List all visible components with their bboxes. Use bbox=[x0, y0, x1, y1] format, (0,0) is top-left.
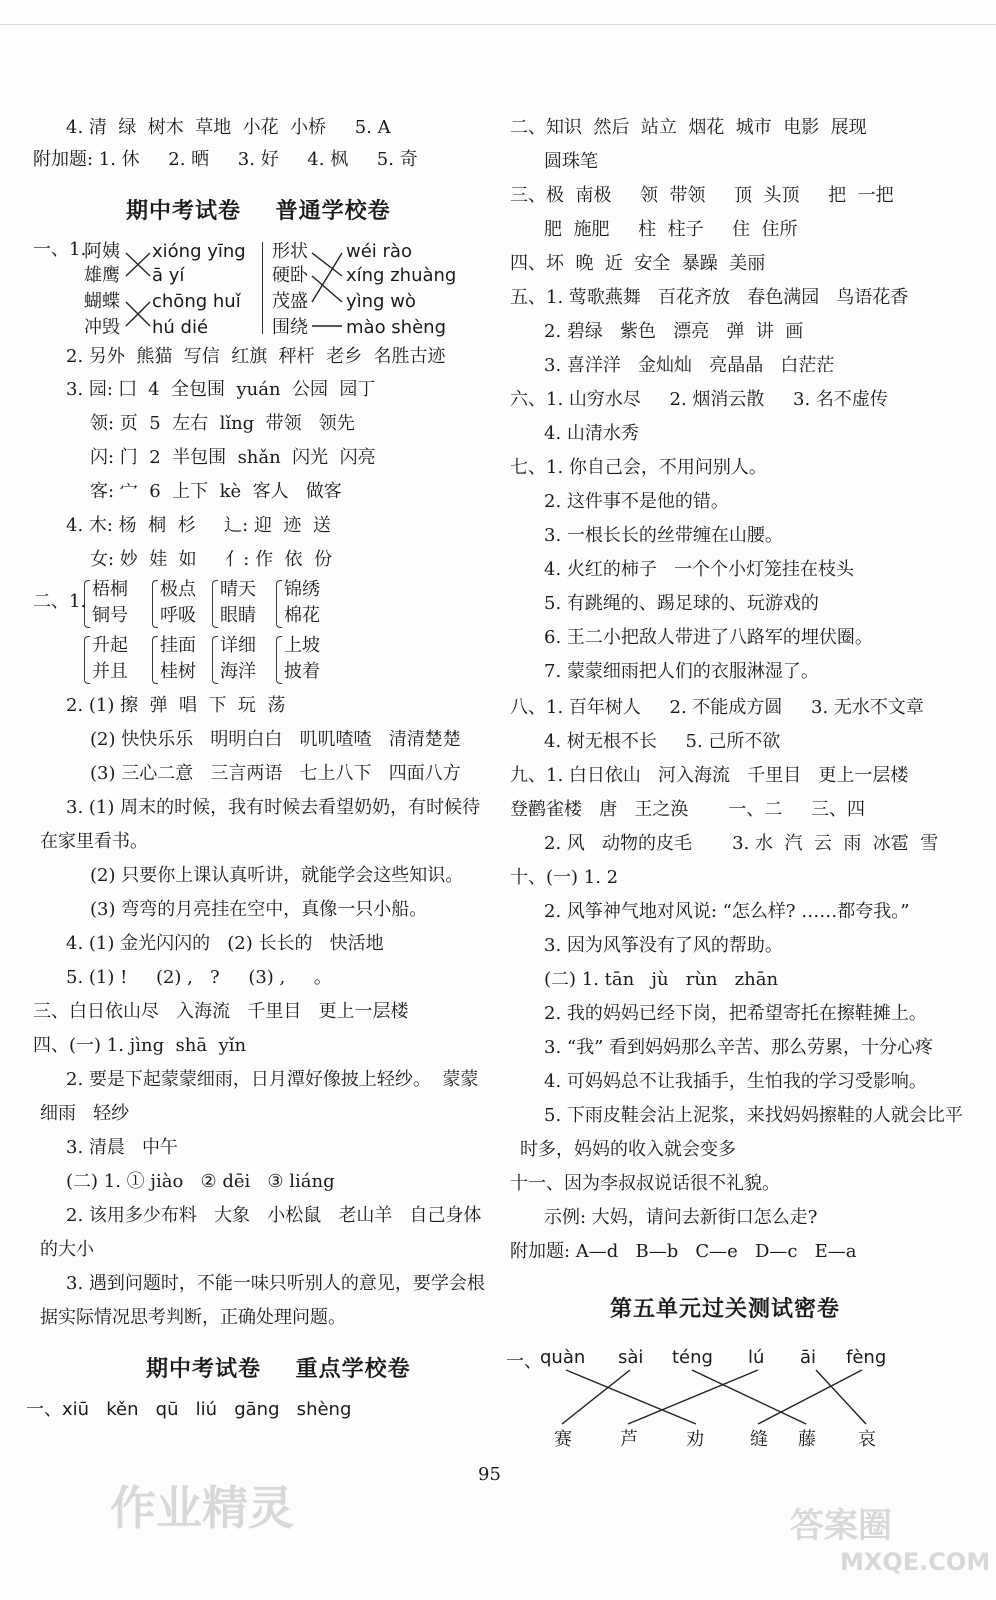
watermark: 答案圈 bbox=[790, 1506, 892, 1546]
answer-line: 圆珠笔 bbox=[544, 151, 598, 172]
answer-line: 4. 木: 杨 桐 杉 辶: 迎 迹 送 bbox=[66, 515, 331, 536]
answer-line: 六、1. 山穷水尽 2. 烟消云散 3. 名不虚传 bbox=[510, 389, 888, 410]
word: 上坡 bbox=[284, 635, 320, 656]
answer-line: 3. 喜洋洋 金灿灿 亮晶晶 白茫茫 bbox=[544, 355, 835, 376]
word: 披着 bbox=[284, 661, 320, 682]
answer-line: 3. 一根长长的丝带缠在山腰。 bbox=[544, 525, 783, 546]
answer-line: 2. 该用多少布料 大象 小松鼠 老山羊 自己身体 bbox=[66, 1205, 482, 1226]
answer-line: 肥 施肥 柱 柱子 住 住所 bbox=[544, 219, 798, 240]
answer-line: 4. 树无根不长 5. 己所不欲 bbox=[544, 731, 781, 752]
answer-line: 3. 因为风筝没有了风的帮助。 bbox=[544, 935, 783, 956]
pinyin: yìng wò bbox=[346, 291, 416, 312]
watermark: 作业精灵 bbox=[110, 1481, 294, 1535]
character: 芦 bbox=[620, 1429, 638, 1450]
answer-line: 四、坏 晚 近 安全 暴躁 美丽 bbox=[510, 253, 766, 274]
answer-line: 4. 清 绿 树木 草地 小花 小桥 5. A bbox=[66, 117, 391, 138]
word: 呼吸 bbox=[160, 605, 196, 626]
section-heading: 期中考试卷 重点学校卷 bbox=[146, 1357, 411, 1382]
answer-line: 一、xiū kěn qū liú gāng shèng bbox=[26, 1399, 352, 1420]
answer-line: 细雨 轻纱 bbox=[40, 1103, 130, 1124]
answer-line: 2. 风筝神气地对风说: “怎么样? ……都夸我。” bbox=[544, 901, 910, 922]
matching-lines bbox=[500, 1360, 920, 1440]
answer-line: 附加题: A—d B—b C—e D—c E—a bbox=[510, 1241, 857, 1262]
answer-line: 三、极 南极 领 带领 顶 头顶 把 一把 bbox=[510, 185, 894, 206]
word: 锦绣 bbox=[284, 579, 320, 600]
word: 详细 bbox=[220, 635, 256, 656]
word: 极点 bbox=[160, 579, 196, 600]
answer-line: 十一、因为李叔叔说话很不礼貌。 bbox=[510, 1173, 780, 1194]
answer-line: 女: 妙 娃 如 亻: 作 依 份 bbox=[90, 549, 332, 570]
answer-line: 2. 要是下起蒙蒙细雨，日月潭好像披上轻纱。 蒙蒙 bbox=[66, 1069, 479, 1090]
answer-line: 2. 我的妈妈已经下岗，把希望寄托在擦鞋摊上。 bbox=[544, 1003, 927, 1024]
answer-line: 7. 蒙蒙细雨把人们的衣服淋湿了。 bbox=[544, 661, 819, 682]
answer-line: 十、(一) 1. 2 bbox=[510, 867, 619, 888]
word: 阿姨 bbox=[84, 241, 120, 262]
pinyin: fèng bbox=[846, 1347, 887, 1368]
answer-line: 5. 下雨皮鞋会沾上泥浆，来找妈妈擦鞋的人就会比平 bbox=[544, 1105, 963, 1126]
answer-line: 2. 碧绿 紫色 漂亮 弹 讲 画 bbox=[544, 321, 804, 342]
section-heading: 期中考试卷 普通学校卷 bbox=[126, 199, 391, 224]
word: 蝴蝶 bbox=[84, 291, 120, 312]
answer-line: 2. 风 动物的皮毛 3. 水 汽 云 雨 冰雹 雪 bbox=[544, 833, 939, 854]
answer-line: 2. 这件事不是他的错。 bbox=[544, 491, 729, 512]
word: 冲毁 bbox=[84, 317, 120, 338]
answer-line: (2) 快快乐乐 明明白白 叽叽喳喳 清清楚楚 bbox=[90, 729, 461, 750]
character: 缝 bbox=[750, 1429, 768, 1450]
pinyin: xióng yīng bbox=[152, 241, 246, 262]
answer-line: 3. “我” 看到妈妈那么辛苦、那么劳累，十分心疼 bbox=[544, 1037, 934, 1058]
section-heading: 第五单元过关测试密卷 bbox=[610, 1297, 841, 1322]
pinyin: sài bbox=[618, 1347, 644, 1368]
answer-line: 八、1. 百年树人 2. 不能成方圆 3. 无水不文章 bbox=[510, 697, 924, 718]
answer-line: 3. (1) 周末的时候，我有时候去看望奶奶，有时候待 bbox=[66, 797, 481, 818]
answer-line: 4. (1) 金光闪闪的 (2) 长长的 快活地 bbox=[66, 933, 384, 954]
answer-line: (二) 1. ① jiào ② dēi ③ liáng bbox=[66, 1171, 335, 1192]
answer-line: 附加题: 1. 休 2. 晒 3. 好 4. 枫 5. 奇 bbox=[33, 149, 418, 170]
word: 升起 bbox=[92, 635, 128, 656]
word: 海洋 bbox=[220, 661, 256, 682]
word: 雄鹰 bbox=[84, 265, 120, 286]
answer-line: 的大小 bbox=[40, 1239, 94, 1260]
answer-line: 3. 清晨 中午 bbox=[66, 1137, 179, 1158]
answer-line: 2. (1) 擦 弹 唱 下 玩 荡 bbox=[66, 695, 286, 716]
answer-line: 据实际情况思考判断，正确处理问题。 bbox=[40, 1307, 346, 1328]
answer-line: (3) 三心二意 三言两语 七上八下 四面八方 bbox=[90, 763, 461, 784]
watermark: MXQE.COM bbox=[840, 1548, 991, 1576]
answer-line: 七、1. 你自己会，不用问别人。 bbox=[510, 457, 767, 478]
pinyin: ā yí bbox=[152, 265, 185, 286]
pinyin: hú dié bbox=[152, 317, 209, 338]
answer-line: (3) 弯弯的月亮挂在空中，真像一只小船。 bbox=[90, 899, 428, 920]
word: 梧桐 bbox=[92, 579, 128, 600]
word: 并且 bbox=[92, 661, 128, 682]
character: 藤 bbox=[798, 1429, 816, 1450]
pinyin: xíng zhuàng bbox=[346, 265, 457, 286]
answer-line: 3. 园: 囗 4 全包围 yuán 公园 园丁 bbox=[66, 379, 376, 400]
word: 晴天 bbox=[220, 579, 256, 600]
answer-line: 客: 宀 6 上下 kè 客人 做客 bbox=[90, 481, 342, 502]
answer-line: 示例: 大妈，请问去新街口怎么走? bbox=[544, 1207, 818, 1228]
word: 桂树 bbox=[160, 661, 196, 682]
answer-line: 4. 火红的柿子 一个个小灯笼挂在枝头 bbox=[544, 559, 855, 580]
answer-line: 3. 遇到问题时，不能一味只听别人的意见，要学会根 bbox=[66, 1273, 485, 1294]
pinyin: quàn bbox=[540, 1347, 586, 1368]
character: 赛 bbox=[554, 1429, 572, 1450]
matching-lines bbox=[0, 0, 500, 360]
word: 形状 bbox=[272, 241, 308, 262]
pinyin: téng bbox=[672, 1347, 713, 1368]
answer-line: 6. 王二小把敌人带进了八路军的埋伏圈。 bbox=[544, 627, 873, 648]
answer-line: 2. 另外 熊猫 写信 红旗 秤杆 老乡 名胜古迹 bbox=[66, 346, 446, 367]
question-number: 一、1. bbox=[33, 239, 87, 260]
pinyin: mào shèng bbox=[346, 317, 446, 338]
answer-line: 闪: 门 2 半包围 shǎn 闪光 闪亮 bbox=[90, 447, 376, 468]
answer-line: 4. 山清水秀 bbox=[544, 423, 639, 444]
answer-line: (二) 1. tān jù rùn zhān bbox=[544, 969, 779, 990]
answer-line: 二、知识 然后 站立 烟花 城市 电影 展现 bbox=[510, 117, 867, 138]
answer-line: 4. 可妈妈总不让我插手，生怕我的学习受影响。 bbox=[544, 1071, 927, 1092]
answer-line: (2) 只要你上课认真听讲，就能学会这些知识。 bbox=[90, 865, 464, 886]
answer-line: 登鹳雀楼 唐 王之涣 一、二 三、四 bbox=[510, 799, 865, 820]
answer-line: 领: 页 5 左右 lǐng 带领 领先 bbox=[90, 413, 355, 434]
page-number: 95 bbox=[478, 1464, 501, 1485]
answer-line: 四、(一) 1. jìng shā yǐn bbox=[33, 1035, 247, 1056]
word: 铜号 bbox=[92, 605, 128, 626]
word: 硬卧 bbox=[272, 265, 308, 286]
word: 茂盛 bbox=[272, 291, 308, 312]
answer-line: 五、1. 莺歌燕舞 百花齐放 春色满园 鸟语花香 bbox=[510, 287, 909, 308]
word: 眼睛 bbox=[220, 605, 256, 626]
character: 劝 bbox=[686, 1429, 704, 1450]
pinyin: lú bbox=[748, 1347, 765, 1368]
character: 哀 bbox=[858, 1429, 876, 1450]
answer-line: 时多，妈妈的收入就会变多 bbox=[520, 1139, 736, 1160]
pinyin: chōng huǐ bbox=[152, 291, 241, 312]
question-number: 二、1. bbox=[33, 591, 87, 612]
pinyin: āi bbox=[800, 1347, 817, 1368]
answer-line: 三、白日依山尽 入海流 千里目 更上一层楼 bbox=[33, 1001, 409, 1022]
answer-line: 九、1. 白日依山 河入海流 千里目 更上一层楼 bbox=[510, 765, 909, 786]
word: 棉花 bbox=[284, 605, 320, 626]
pinyin: wéi rào bbox=[346, 241, 412, 262]
answer-line: 5. 有跳绳的、踢足球的、玩游戏的 bbox=[544, 593, 819, 614]
word: 围绕 bbox=[272, 317, 308, 338]
answer-line: 5. (1) ! (2) , ? (3) , 。 bbox=[66, 967, 332, 988]
answer-line: 在家里看书。 bbox=[40, 831, 148, 852]
question-number: 一、 bbox=[506, 1351, 542, 1372]
word: 挂面 bbox=[160, 635, 196, 656]
